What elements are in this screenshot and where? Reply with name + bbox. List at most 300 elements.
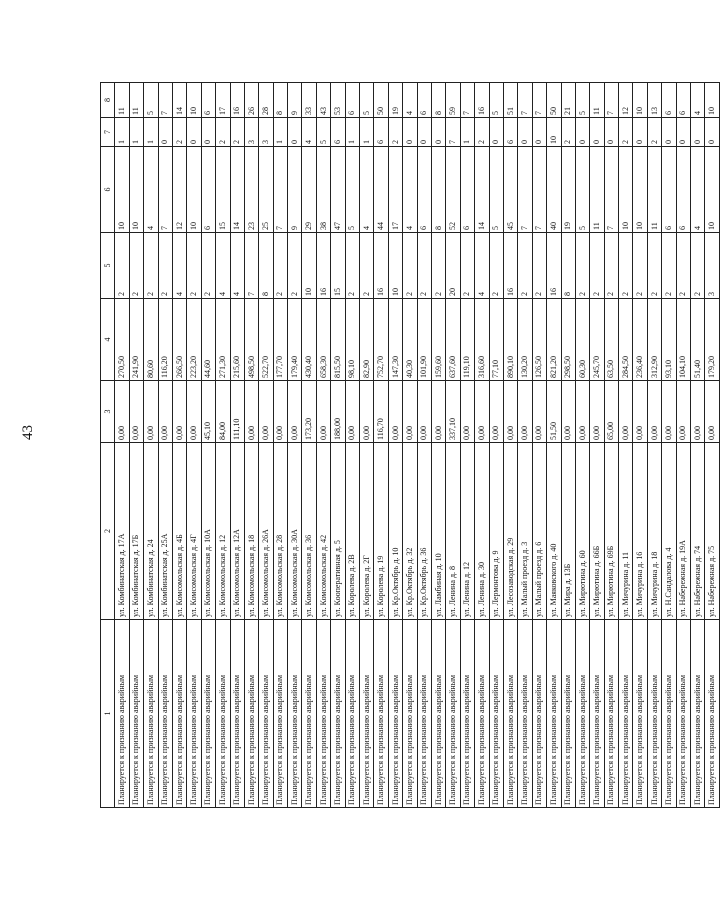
col7-cell: 1 (115, 118, 129, 147)
col7-cell: 1 (460, 118, 474, 147)
status-cell: Планируется к признанию аварийным (503, 620, 517, 808)
col3-cell: 0,00 (431, 381, 445, 443)
table-row (230, 83, 244, 808)
col7-cell: 0 (575, 118, 589, 147)
address-cell: ул. Комсомольская д. 36 (302, 443, 316, 620)
col3-cell: 0,00 (244, 381, 258, 443)
col3-cell: 45,10 (201, 381, 215, 443)
col5-cell: 2 (647, 233, 661, 299)
address-cell: ул. Комбинатская д. 17Б (129, 443, 143, 620)
table-row (360, 83, 374, 808)
address-cell: ул. Мирютина д. 60 (575, 443, 589, 620)
address-cell: ул. Комсомольская д. 18 (244, 443, 258, 620)
status-cell: Планируется к признанию аварийным (647, 620, 661, 808)
col8-cell: 26 (244, 83, 258, 118)
table-row (374, 83, 388, 808)
col4-cell: 498,50 (244, 299, 258, 381)
col3-cell: 0,00 (273, 381, 287, 443)
table-row (489, 83, 503, 808)
col8-cell: 4 (403, 83, 417, 118)
col4-cell: 752,70 (374, 299, 388, 381)
col4-cell: 147,30 (388, 299, 402, 381)
col8-cell: 17 (216, 83, 230, 118)
table-row (201, 83, 215, 808)
col5-cell: 2 (431, 233, 445, 299)
col7-cell: 0 (489, 118, 503, 147)
col6-cell: 19 (561, 147, 575, 233)
col7-cell: 0 (532, 118, 546, 147)
col6-cell: 8 (431, 147, 445, 233)
status-cell: Планируется к признанию аварийным (129, 620, 143, 808)
address-cell: ул. Лермонтова д. 9 (489, 443, 503, 620)
col4-cell: 159,60 (431, 299, 445, 381)
col5-cell: 2 (662, 233, 676, 299)
col6-cell: 5 (575, 147, 589, 233)
table-row (115, 83, 129, 808)
col7-cell: 2 (172, 118, 186, 147)
col5-cell: 16 (316, 233, 330, 299)
address-cell: ул. Мирютина д. 69Б (604, 443, 618, 620)
status-cell: Планируется к признанию аварийным (115, 620, 129, 808)
status-cell: Планируется к признанию аварийным (676, 620, 690, 808)
address-cell: ул. Комбинатская д. 25А (158, 443, 172, 620)
col3-cell: 0,00 (532, 381, 546, 443)
col4-cell: 298,50 (561, 299, 575, 381)
col5-cell: 2 (633, 233, 647, 299)
col6-cell: 25 (259, 147, 273, 233)
col7-cell: 0 (158, 118, 172, 147)
address-cell: ул. Маяковского д. 40 (547, 443, 561, 620)
col8-cell: 7 (518, 83, 532, 118)
status-cell: Планируется к признанию аварийным (345, 620, 359, 808)
col7-cell: 0 (590, 118, 604, 147)
col4-cell: 44,60 (201, 299, 215, 381)
col7-cell: 0 (201, 118, 215, 147)
status-cell: Планируется к признанию аварийным (172, 620, 186, 808)
table-row (331, 83, 345, 808)
col5-cell: 3 (705, 233, 719, 299)
col5-cell: 8 (259, 233, 273, 299)
col3-cell: 0,00 (647, 381, 661, 443)
col3-cell: 188,00 (331, 381, 345, 443)
col8-cell: 28 (259, 83, 273, 118)
table-row (503, 83, 517, 808)
col5-cell: 2 (115, 233, 129, 299)
col4-cell: 177,70 (273, 299, 287, 381)
col8-cell: 7 (604, 83, 618, 118)
housing-table (100, 82, 720, 808)
col6-cell: 6 (662, 147, 676, 233)
status-cell: Планируется к признанию аварийным (187, 620, 201, 808)
col6-cell: 14 (230, 147, 244, 233)
address-cell: ул. Кооперативная д. 5 (331, 443, 345, 620)
col5-cell: 2 (403, 233, 417, 299)
col5-cell: 15 (331, 233, 345, 299)
col7-cell: 5 (316, 118, 330, 147)
status-cell: Планируется к признанию аварийным (575, 620, 589, 808)
col8-cell: 5 (489, 83, 503, 118)
status-cell: Планируется к признанию аварийным (518, 620, 532, 808)
col3-cell: 51,50 (547, 381, 561, 443)
col8-cell: 19 (388, 83, 402, 118)
table-row (633, 83, 647, 808)
col5-cell: 2 (345, 233, 359, 299)
col6-cell: 6 (417, 147, 431, 233)
col4-cell: 430,40 (302, 299, 316, 381)
col8-cell: 14 (172, 83, 186, 118)
col4-cell: 284,50 (619, 299, 633, 381)
address-cell: ул. Комсомольская д. 26А (259, 443, 273, 620)
status-cell: Планируется к признанию аварийным (288, 620, 302, 808)
status-cell: Планируется к признанию аварийным (259, 620, 273, 808)
table-row (676, 83, 690, 808)
col8-cell: 10 (705, 83, 719, 118)
col8-cell: 11 (590, 83, 604, 118)
table-row (345, 83, 359, 808)
table-row (619, 83, 633, 808)
address-cell: ул. Комбинатская д. 17А (115, 443, 129, 620)
col3-cell: 0,00 (115, 381, 129, 443)
status-cell: Планируется к признанию аварийным (273, 620, 287, 808)
col3-cell: 0,00 (662, 381, 676, 443)
col4-cell: 98,10 (345, 299, 359, 381)
col7-cell: 1 (273, 118, 287, 147)
col6-cell: 6 (201, 147, 215, 233)
col8-cell: 6 (417, 83, 431, 118)
col5-cell: 16 (547, 233, 561, 299)
col8-cell: 13 (647, 83, 661, 118)
col7-cell: 2 (388, 118, 402, 147)
header-cell: 5 (101, 233, 115, 299)
address-cell: ул. Малый проезд д. 6 (532, 443, 546, 620)
col6-cell: 7 (604, 147, 618, 233)
col6-cell: 11 (590, 147, 604, 233)
col3-cell: 0,00 (316, 381, 330, 443)
table-row (144, 83, 158, 808)
table-row (662, 83, 676, 808)
address-cell: ул. Лесозаводская д. 29 (503, 443, 517, 620)
col5-cell: 2 (460, 233, 474, 299)
address-cell: ул. Королева д. 2В (345, 443, 359, 620)
col8-cell: 6 (662, 83, 676, 118)
table-row (172, 83, 186, 808)
table-row (460, 83, 474, 808)
col3-cell: 0,00 (561, 381, 575, 443)
col7-cell: 0 (431, 118, 445, 147)
col5-cell: 16 (374, 233, 388, 299)
table-row (288, 83, 302, 808)
col8-cell: 11 (129, 83, 143, 118)
col5-cell: 2 (187, 233, 201, 299)
col3-cell: 0,00 (503, 381, 517, 443)
col3-cell: 0,00 (590, 381, 604, 443)
address-cell: ул. Набережная д. 75 (705, 443, 719, 620)
address-cell: ул. Мичурина д. 11 (619, 443, 633, 620)
col6-cell: 5 (345, 147, 359, 233)
status-cell: Планируется к признанию аварийным (590, 620, 604, 808)
col5-cell: 8 (561, 233, 575, 299)
col5-cell: 2 (144, 233, 158, 299)
col6-cell: 5 (489, 147, 503, 233)
col4-cell: 266,50 (172, 299, 186, 381)
col4-cell: 316,60 (475, 299, 489, 381)
status-cell: Планируется к признанию аварийным (230, 620, 244, 808)
col6-cell: 4 (691, 147, 705, 233)
col8-cell: 10 (633, 83, 647, 118)
table-row (647, 83, 661, 808)
col8-cell: 50 (547, 83, 561, 118)
col5-cell: 2 (158, 233, 172, 299)
col5-cell: 4 (216, 233, 230, 299)
col3-cell: 0,00 (489, 381, 503, 443)
col7-cell: 0 (187, 118, 201, 147)
col3-cell: 0,00 (575, 381, 589, 443)
col4-cell: 241,90 (129, 299, 143, 381)
table-header-row (101, 83, 115, 808)
col4-cell: 77,10 (489, 299, 503, 381)
col6-cell: 6 (676, 147, 690, 233)
address-cell: ул. Ламбиная д. 10 (431, 443, 445, 620)
status-cell: Планируется к признанию аварийным (489, 620, 503, 808)
col5-cell: 2 (273, 233, 287, 299)
col3-cell: 0,00 (518, 381, 532, 443)
col6-cell: 23 (244, 147, 258, 233)
col4-cell: 223,20 (187, 299, 201, 381)
col7-cell: 0 (691, 118, 705, 147)
col7-cell: 1 (345, 118, 359, 147)
address-cell: ул. Комсомольская д. 42 (316, 443, 330, 620)
col8-cell: 12 (619, 83, 633, 118)
col4-cell: 101,90 (417, 299, 431, 381)
col5-cell: 2 (691, 233, 705, 299)
address-cell: ул. Комсомольская д. 28 (273, 443, 287, 620)
col3-cell: 0,00 (187, 381, 201, 443)
col8-cell: 16 (475, 83, 489, 118)
col5-cell: 2 (518, 233, 532, 299)
col3-cell: 0,00 (129, 381, 143, 443)
table-row (129, 83, 143, 808)
address-cell: ул. Комсомольская д. 4Г (187, 443, 201, 620)
address-cell: ул. Комбинатская д. 24 (144, 443, 158, 620)
col8-cell: 5 (360, 83, 374, 118)
status-cell: Планируется к признанию аварийным (547, 620, 561, 808)
header-cell: 6 (101, 147, 115, 233)
col5-cell: 10 (302, 233, 316, 299)
address-cell: ул. Королева д. 2Г (360, 443, 374, 620)
col7-cell: 2 (619, 118, 633, 147)
table-row (475, 83, 489, 808)
status-cell: Планируется к признанию аварийным (561, 620, 575, 808)
status-cell: Планируется к признанию аварийным (374, 620, 388, 808)
col3-cell: 0,00 (417, 381, 431, 443)
address-cell: ул. Мичурина д. 16 (633, 443, 647, 620)
status-cell: Планируется к признанию аварийным (244, 620, 258, 808)
col5-cell: 16 (503, 233, 517, 299)
status-cell: Планируется к признанию аварийным (705, 620, 719, 808)
col8-cell: 6 (676, 83, 690, 118)
col4-cell: 522,70 (259, 299, 273, 381)
col4-cell: 270,50 (115, 299, 129, 381)
rotated-table-wrapper (100, 83, 717, 808)
col3-cell: 0,00 (360, 381, 374, 443)
col8-cell: 7 (460, 83, 474, 118)
col6-cell: 12 (172, 147, 186, 233)
col6-cell: 17 (388, 147, 402, 233)
table-row (316, 83, 330, 808)
col5-cell: 2 (288, 233, 302, 299)
col7-cell: 4 (302, 118, 316, 147)
col7-cell: 1 (360, 118, 374, 147)
table-row (259, 83, 273, 808)
status-cell: Планируется к признанию аварийным (158, 620, 172, 808)
table-row (216, 83, 230, 808)
col3-cell: 0,00 (633, 381, 647, 443)
col6-cell: 7 (158, 147, 172, 233)
address-cell: ул. Королева д. 19 (374, 443, 388, 620)
table-row (518, 83, 532, 808)
col6-cell: 4 (360, 147, 374, 233)
col3-cell: 0,00 (288, 381, 302, 443)
status-cell: Планируется к признанию аварийным (446, 620, 460, 808)
table-row (388, 83, 402, 808)
address-cell: ул. Комсомольская д. 12 (216, 443, 230, 620)
status-cell: Планируется к признанию аварийным (144, 620, 158, 808)
col7-cell: 0 (403, 118, 417, 147)
status-cell: Планируется к признанию аварийным (532, 620, 546, 808)
status-cell: Планируется к признанию аварийным (388, 620, 402, 808)
col5-cell: 4 (172, 233, 186, 299)
col3-cell: 0,00 (144, 381, 158, 443)
col7-cell: 0 (604, 118, 618, 147)
col3-cell: 0,00 (345, 381, 359, 443)
address-cell: ул. Ленина д. 12 (460, 443, 474, 620)
col3-cell: 116,70 (374, 381, 388, 443)
col6-cell: 47 (331, 147, 345, 233)
col7-cell: 0 (288, 118, 302, 147)
col8-cell: 11 (115, 83, 129, 118)
col3-cell: 0,00 (172, 381, 186, 443)
col4-cell: 179,40 (288, 299, 302, 381)
col4-cell: 815,50 (331, 299, 345, 381)
col5-cell: 7 (244, 233, 258, 299)
col5-cell: 2 (417, 233, 431, 299)
col7-cell: 3 (244, 118, 258, 147)
status-cell: Планируется к признанию аварийным (331, 620, 345, 808)
col7-cell: 0 (633, 118, 647, 147)
col5-cell: 20 (446, 233, 460, 299)
col3-cell: 0,00 (403, 381, 417, 443)
col5-cell: 2 (489, 233, 503, 299)
col7-cell: 2 (216, 118, 230, 147)
status-cell: Планируется к признанию аварийным (475, 620, 489, 808)
col6-cell: 4 (403, 147, 417, 233)
col4-cell: 60,30 (575, 299, 589, 381)
col7-cell: 6 (503, 118, 517, 147)
col8-cell: 33 (302, 83, 316, 118)
col3-cell: 65,00 (604, 381, 618, 443)
col4-cell: 80,60 (144, 299, 158, 381)
col7-cell: 0 (662, 118, 676, 147)
col3-cell: 0,00 (691, 381, 705, 443)
col7-cell: 3 (259, 118, 273, 147)
status-cell: Планируется к признанию аварийным (360, 620, 374, 808)
col5-cell: 10 (388, 233, 402, 299)
col3-cell: 0,00 (705, 381, 719, 443)
table-row (561, 83, 575, 808)
status-cell: Планируется к признанию аварийным (417, 620, 431, 808)
col3-cell: 0,00 (619, 381, 633, 443)
status-cell: Планируется к признанию аварийным (460, 620, 474, 808)
col4-cell: 116,20 (158, 299, 172, 381)
address-cell: ул. Кр.Октябрь д. 32 (403, 443, 417, 620)
header-cell: 1 (101, 620, 115, 808)
status-cell: Планируется к признанию аварийным (633, 620, 647, 808)
table-body (115, 83, 719, 808)
col5-cell: 2 (532, 233, 546, 299)
address-cell: ул. Мичурина д. 18 (647, 443, 661, 620)
col5-cell: 2 (604, 233, 618, 299)
col7-cell: 2 (230, 118, 244, 147)
header-cell: 3 (101, 381, 115, 443)
col6-cell: 45 (503, 147, 517, 233)
col7-cell: 0 (518, 118, 532, 147)
status-cell: Планируется к признанию аварийным (604, 620, 618, 808)
col8-cell: 5 (144, 83, 158, 118)
col8-cell: 16 (230, 83, 244, 118)
address-cell: ул. Набережная д. 74 (691, 443, 705, 620)
col5-cell: 4 (230, 233, 244, 299)
col4-cell: 40,30 (403, 299, 417, 381)
col7-cell: 7 (446, 118, 460, 147)
address-cell: ул. Ленина д. 8 (446, 443, 460, 620)
col7-cell: 0 (676, 118, 690, 147)
address-cell: ул. Мира д. 13Б (561, 443, 575, 620)
col7-cell: 2 (647, 118, 661, 147)
table-row (431, 83, 445, 808)
table-row (705, 83, 719, 808)
col4-cell: 130,20 (518, 299, 532, 381)
col4-cell: 82,90 (360, 299, 374, 381)
col4-cell: 312,90 (647, 299, 661, 381)
table-row (532, 83, 546, 808)
col6-cell: 10 (633, 147, 647, 233)
col8-cell: 43 (316, 83, 330, 118)
status-cell: Планируется к признанию аварийным (201, 620, 215, 808)
col8-cell: 21 (561, 83, 575, 118)
col6-cell: 10 (115, 147, 129, 233)
col5-cell: 2 (360, 233, 374, 299)
col3-cell: 0,00 (676, 381, 690, 443)
col4-cell: 890,10 (503, 299, 517, 381)
table-row (244, 83, 258, 808)
col3-cell: 0,00 (475, 381, 489, 443)
col8-cell: 4 (691, 83, 705, 118)
col6-cell: 52 (446, 147, 460, 233)
col6-cell: 10 (705, 147, 719, 233)
col4-cell: 271,30 (216, 299, 230, 381)
col3-cell: 0,00 (259, 381, 273, 443)
address-cell: ул. Малый проезд д. 3 (518, 443, 532, 620)
col8-cell: 51 (503, 83, 517, 118)
col7-cell: 0 (705, 118, 719, 147)
address-cell: ул. Комсомольская д. 10А (201, 443, 215, 620)
col6-cell: 15 (216, 147, 230, 233)
address-cell: ул. Комсомольская д. 12А (230, 443, 244, 620)
address-cell: ул. Комсомольская д. 4Б (172, 443, 186, 620)
col6-cell: 14 (475, 147, 489, 233)
col7-cell: 2 (475, 118, 489, 147)
address-cell: ул. Кр.Октябрь д. 36 (417, 443, 431, 620)
